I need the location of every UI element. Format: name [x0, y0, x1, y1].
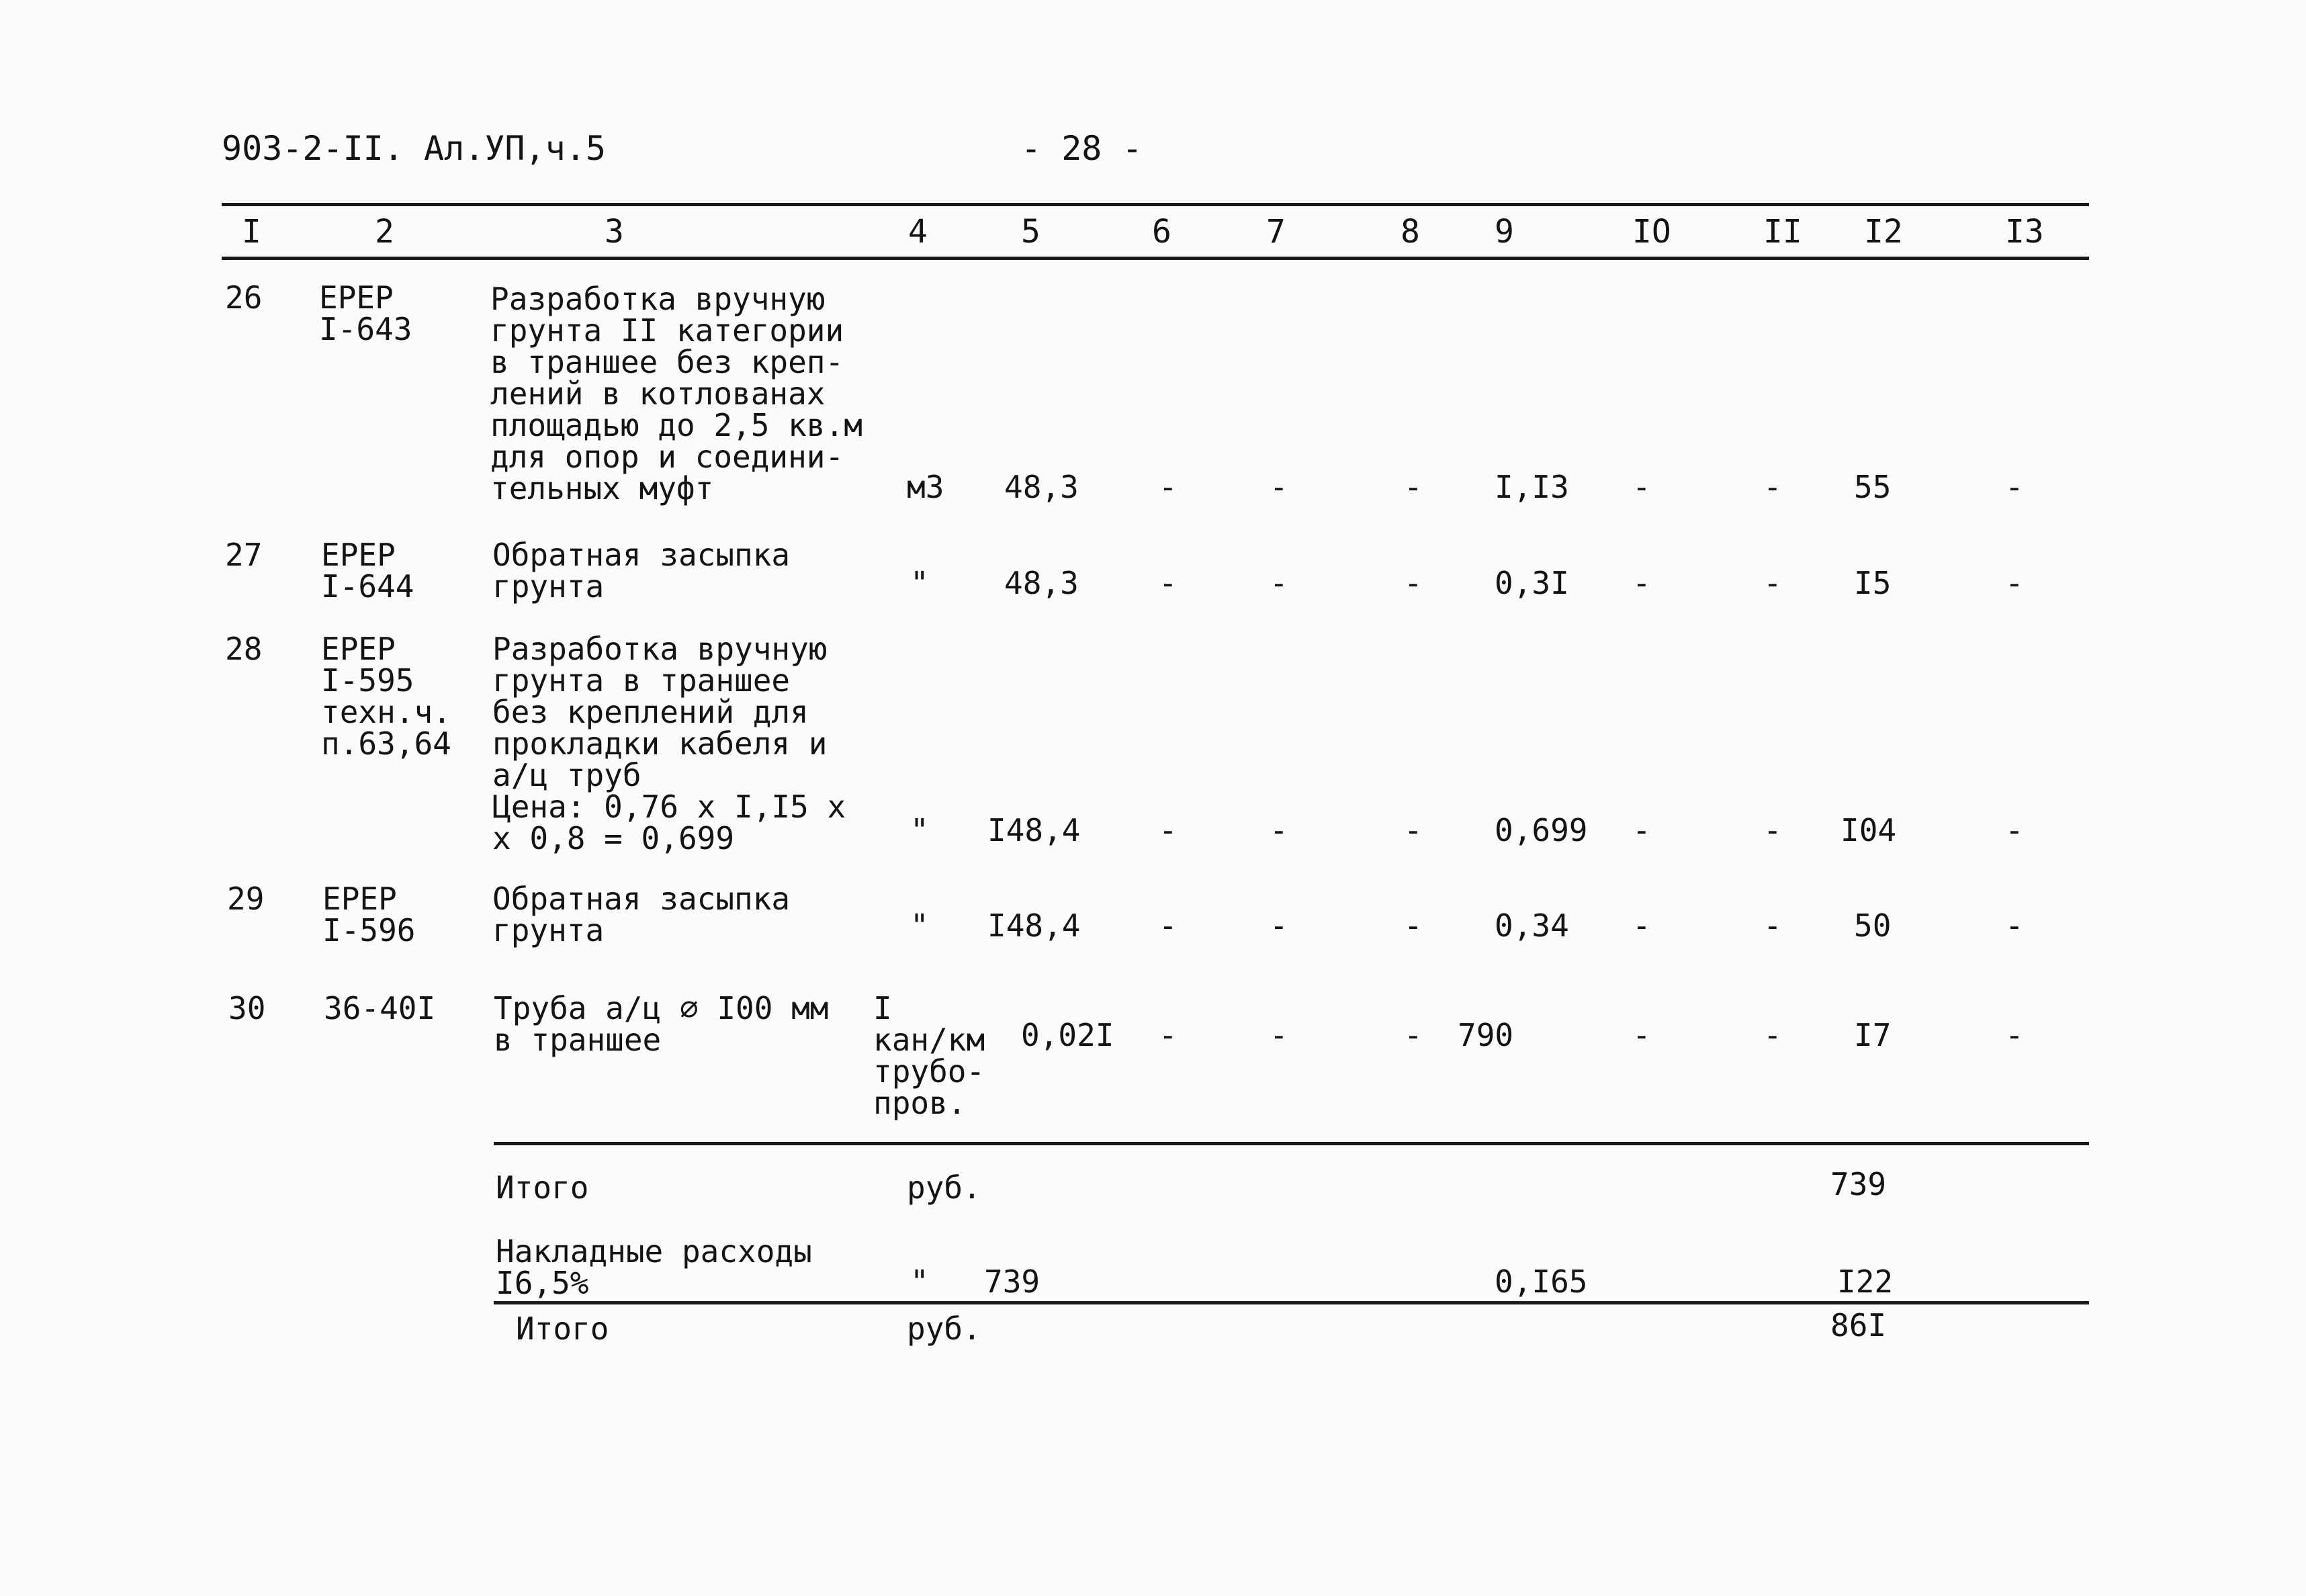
itogo-value: 739 — [1830, 1166, 1887, 1202]
row-col12: I04 — [1841, 812, 1897, 848]
row-col8: - — [1404, 812, 1423, 848]
row-col6: - — [1159, 812, 1178, 848]
row-quantity: 48,3 — [1004, 469, 1079, 505]
row-col11: - — [1763, 469, 1782, 505]
row-description: Обратная засыпка грунта — [492, 537, 791, 605]
row-col12: I5 — [1854, 565, 1892, 601]
row-col9: 0,34 — [1495, 907, 1569, 944]
row-number: 30 — [228, 990, 266, 1026]
col-num-4: 4 — [908, 213, 928, 251]
overhead-unit: " — [910, 1264, 929, 1300]
row-col6: - — [1159, 1017, 1178, 1053]
itogo-label: Итого — [496, 1169, 589, 1206]
row-col6: - — [1159, 565, 1178, 601]
row-col9: 0,699 — [1495, 812, 1588, 848]
row-col7: - — [1270, 1017, 1288, 1053]
row-code: ЕРЕР I-644 — [321, 537, 414, 605]
row-col12: 55 — [1854, 469, 1892, 505]
document-code: 903-2-II. Ал.УП,ч.5 — [222, 129, 606, 168]
col-num-6: 6 — [1152, 213, 1171, 251]
col-num-1: I — [242, 213, 261, 251]
row-col7: - — [1270, 565, 1288, 601]
row-col8: - — [1404, 565, 1423, 601]
final-rule — [494, 1301, 2089, 1304]
row-col6: - — [1159, 907, 1178, 944]
row-col13: - — [2005, 565, 2024, 601]
row-col6: - — [1159, 469, 1178, 505]
row-col12: 50 — [1854, 907, 1892, 944]
row-col9: I,I3 — [1495, 469, 1569, 505]
row-col10: - — [1632, 812, 1651, 848]
row-number: 26 — [225, 279, 263, 316]
row-quantity: 0,02I — [1021, 1017, 1114, 1053]
row-col8: - — [1404, 907, 1423, 944]
row-col7: - — [1270, 469, 1288, 505]
row-col11: - — [1763, 565, 1782, 601]
row-col11: - — [1763, 812, 1782, 848]
row-quantity: 48,3 — [1004, 565, 1079, 601]
row-code: ЕРЕР I-643 — [319, 279, 412, 347]
row-col8: - — [1404, 469, 1423, 505]
itogo-final-value: 86I — [1830, 1307, 1887, 1343]
row-col13: - — [2005, 469, 2024, 505]
row-col10: - — [1632, 1017, 1651, 1053]
row-unit: м3 — [907, 469, 944, 505]
col-num-7: 7 — [1266, 213, 1286, 251]
row-col10: - — [1632, 565, 1651, 601]
row-code: ЕРЕР I-595 техн.ч. п.63,64 — [321, 631, 451, 762]
row-description: Труба а/ц ∅ I00 мм в траншее — [494, 990, 829, 1058]
page-number: - 28 - — [1021, 129, 1143, 168]
col-num-3: 3 — [605, 213, 624, 251]
row-description: Разработка вручную грунта II категории в траншее без креп- лений в котлованах площадью до 2,5 кв.м для опор и соедини- тельных муфт — [490, 281, 862, 506]
row-col13: - — [2005, 812, 2024, 848]
row-col10: - — [1632, 469, 1651, 505]
row-col13: - — [2005, 907, 2024, 944]
row-unit: " — [910, 907, 929, 944]
header-bottom-rule — [222, 257, 2089, 260]
row-col11: - — [1763, 907, 1782, 944]
row-number: 29 — [227, 881, 265, 917]
col-num-5: 5 — [1021, 213, 1040, 251]
row-quantity: I48,4 — [987, 907, 1081, 944]
row-description: Обратная засыпка грунта — [492, 881, 791, 948]
overhead-label: Накладные расходы I6,5% — [496, 1233, 812, 1301]
row-col10: - — [1632, 907, 1651, 944]
row-col13: - — [2005, 1017, 2024, 1053]
totals-rule — [494, 1142, 2089, 1145]
itogo-unit: руб. — [907, 1169, 981, 1206]
row-quantity: I48,4 — [987, 812, 1081, 848]
overhead-rate: 0,I65 — [1495, 1264, 1588, 1300]
col-num-9: 9 — [1495, 213, 1514, 251]
col-num-12: I2 — [1864, 213, 1903, 251]
itogo-final-label: Итого — [516, 1311, 609, 1347]
col-num-8: 8 — [1401, 213, 1420, 251]
row-code: 36-40I — [324, 990, 436, 1026]
col-num-13: I3 — [2005, 213, 2044, 251]
row-number: 27 — [225, 537, 263, 573]
col-num-10: IO — [1632, 213, 1671, 251]
row-unit: " — [910, 812, 929, 848]
row-col9: 0,3I — [1495, 565, 1569, 601]
row-col7: - — [1270, 812, 1288, 848]
row-number: 28 — [225, 631, 263, 667]
row-col12: I7 — [1854, 1017, 1892, 1053]
row-description: Разработка вручную грунта в траншее без креплений для прокладки кабеля и а/ц труб Цена: 0,76 х I,I5 х х 0,8 = 0,699 — [492, 631, 846, 856]
overhead-value: I22 — [1837, 1264, 1894, 1300]
row-col7: - — [1270, 907, 1288, 944]
overhead-base: 739 — [984, 1264, 1040, 1300]
itogo-final-unit: руб. — [907, 1311, 981, 1347]
row-col8: - — [1404, 1017, 1423, 1053]
row-code: ЕРЕР I-596 — [322, 881, 416, 948]
top-rule — [222, 203, 2089, 206]
row-unit: " — [910, 565, 929, 601]
row-col9: 790 — [1458, 1017, 1514, 1053]
row-unit: I кан/км трубо- пров. — [873, 990, 985, 1121]
col-num-2: 2 — [375, 213, 394, 251]
row-col11: - — [1763, 1017, 1782, 1053]
col-num-11: II — [1763, 213, 1802, 251]
